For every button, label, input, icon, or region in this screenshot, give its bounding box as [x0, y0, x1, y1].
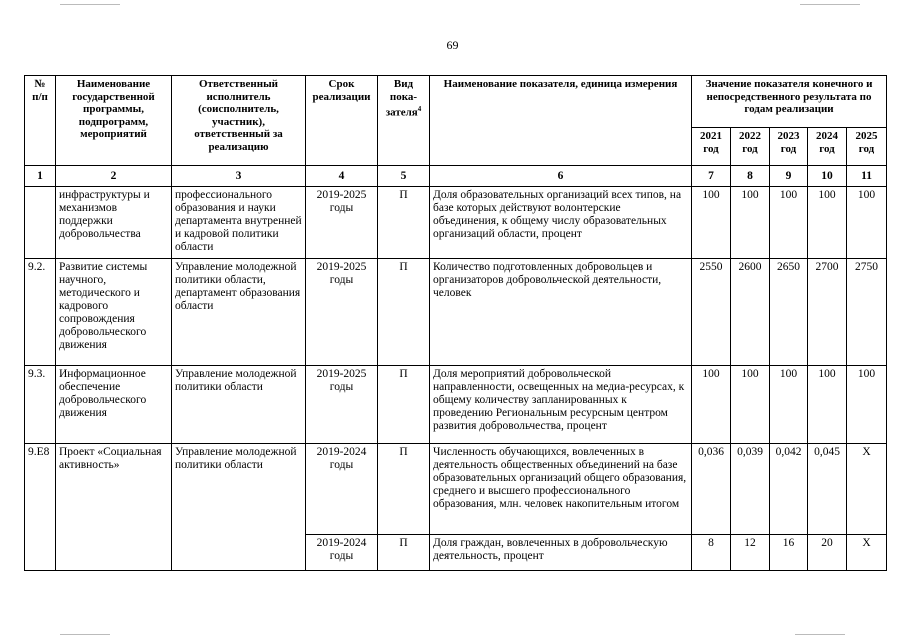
row-term: 2019-2024 годы [306, 535, 378, 571]
column-number: 10 [808, 166, 847, 187]
row-term: 2019-2025 годы [306, 187, 378, 259]
row-indicator: Доля образовательных организаций всех типов, на базе которых действуют волонтерские объединения, к общему числу образовательных организаций области, процент [430, 187, 692, 259]
row-value-2025: 100 [847, 366, 887, 444]
row-executor: Управление молодежной политики области, департамент образования области [172, 259, 306, 366]
header-values-group: Значение показателя конечного и непосредственного результата по годам реализации [692, 76, 887, 128]
row-indicator: Количество подготовленных добровольцев и организаторов добровольческой деятельности, человек [430, 259, 692, 366]
column-number: 3 [172, 166, 306, 187]
row-indicator: Доля граждан, вовлеченных в добровольческую деятельность, процент [430, 535, 692, 571]
row-value-2023: 16 [770, 535, 808, 571]
row-type: П [378, 259, 430, 366]
row-num [25, 187, 56, 259]
row-value-2022: 0,039 [731, 444, 770, 535]
header-executor: Ответственный исполнитель (соисполнитель, участник), ответственный за реализацию [172, 76, 306, 166]
row-value-2023: 2650 [770, 259, 808, 366]
column-number: 5 [378, 166, 430, 187]
row-term: 2019-2025 годы [306, 366, 378, 444]
table-row [25, 187, 887, 259]
row-executor: Управление молодежной политики области [172, 366, 306, 444]
row-value-2024: 2700 [808, 259, 847, 366]
scan-edge-mark [60, 4, 120, 5]
header-term: Срок реализации [306, 76, 378, 166]
table-row [25, 259, 887, 366]
row-value-2021: 100 [692, 187, 731, 259]
row-num: 9.3. [25, 366, 56, 444]
row-value-2023: 0,042 [770, 444, 808, 535]
row-value-2022: 2600 [731, 259, 770, 366]
row-name: Проект «Социальная активность» [56, 444, 172, 571]
row-num: 9.2. [25, 259, 56, 366]
column-number: 8 [731, 166, 770, 187]
row-type: П [378, 366, 430, 444]
header-year-2024: 2024 год [808, 128, 847, 166]
column-number: 7 [692, 166, 731, 187]
row-value-2021: 8 [692, 535, 731, 571]
row-type: П [378, 535, 430, 571]
row-value-2022: 100 [731, 187, 770, 259]
scan-edge-mark [60, 634, 110, 635]
header-type-footnote: 4 [417, 105, 422, 113]
row-value-2022: 12 [731, 535, 770, 571]
header-year-2023: 2023 год [770, 128, 808, 166]
row-executor: профессионального образования и науки департамента внутренней и кадровой политики области [172, 187, 306, 259]
row-name: Информационное обеспечение добровольческого движения [56, 366, 172, 444]
column-number: 6 [430, 166, 692, 187]
scan-edge-mark [795, 634, 845, 635]
row-value-2025: 100 [847, 187, 887, 259]
row-num: 9.Е8 [25, 444, 56, 571]
row-indicator: Доля мероприятий добровольческой направленности, освещенных на медиа-ресурсах, к общему количеству запланированных к проведению Региональным ресурсным центром развития добровольчества, процент [430, 366, 692, 444]
row-name: Развитие системы научного, методического и кадрового сопровождения добровольческого движения [56, 259, 172, 366]
header-year-2025: 2025 год [847, 128, 887, 166]
row-value-2024: 20 [808, 535, 847, 571]
row-value-2024: 0,045 [808, 444, 847, 535]
column-number: 4 [306, 166, 378, 187]
row-value-2021: 2550 [692, 259, 731, 366]
indicators-table [24, 75, 887, 571]
row-term: 2019-2025 годы [306, 259, 378, 366]
row-value-2021: 100 [692, 366, 731, 444]
row-type: П [378, 444, 430, 535]
row-term: 2019-2024 годы [306, 444, 378, 535]
header-num: № п/п [25, 76, 56, 166]
row-value-2025: Х [847, 444, 887, 535]
column-numbers-row [25, 166, 887, 187]
row-value-2024: 100 [808, 366, 847, 444]
row-type: П [378, 187, 430, 259]
header-type: Вид пока- зателя$^4$ [378, 76, 430, 166]
page-number: 69 [446, 38, 459, 52]
header-indicator: Наименование показателя, единица измерения [430, 76, 692, 166]
row-name: инфраструктуры и механизмов поддержки добровольчества [56, 187, 172, 259]
column-number: 11 [847, 166, 887, 187]
scan-edge-mark [800, 4, 860, 5]
table-row [25, 366, 887, 444]
row-value-2023: 100 [770, 187, 808, 259]
column-number: 9 [770, 166, 808, 187]
row-value-2022: 100 [731, 366, 770, 444]
table-row [25, 444, 887, 535]
row-executor: Управление молодежной политики области [172, 444, 306, 571]
row-value-2025: 2750 [847, 259, 887, 366]
row-indicator: Численность обучающихся, вовлеченных в деятельность общественных объединений на базе образовательных организаций общего образования, среднего и высшего профессионального образования, млн. человек накопительным итогом [430, 444, 692, 535]
column-number: 1 [25, 166, 56, 187]
row-value-2025: Х [847, 535, 887, 571]
row-value-2024: 100 [808, 187, 847, 259]
column-number: 2 [56, 166, 172, 187]
header-name: Наименование государственной программы, подпрограмм, мероприятий [56, 76, 172, 166]
row-value-2021: 0,036 [692, 444, 731, 535]
header-year-2021: 2021 год [692, 128, 731, 166]
row-value-2023: 100 [770, 366, 808, 444]
header-year-2022: 2022 год [731, 128, 770, 166]
